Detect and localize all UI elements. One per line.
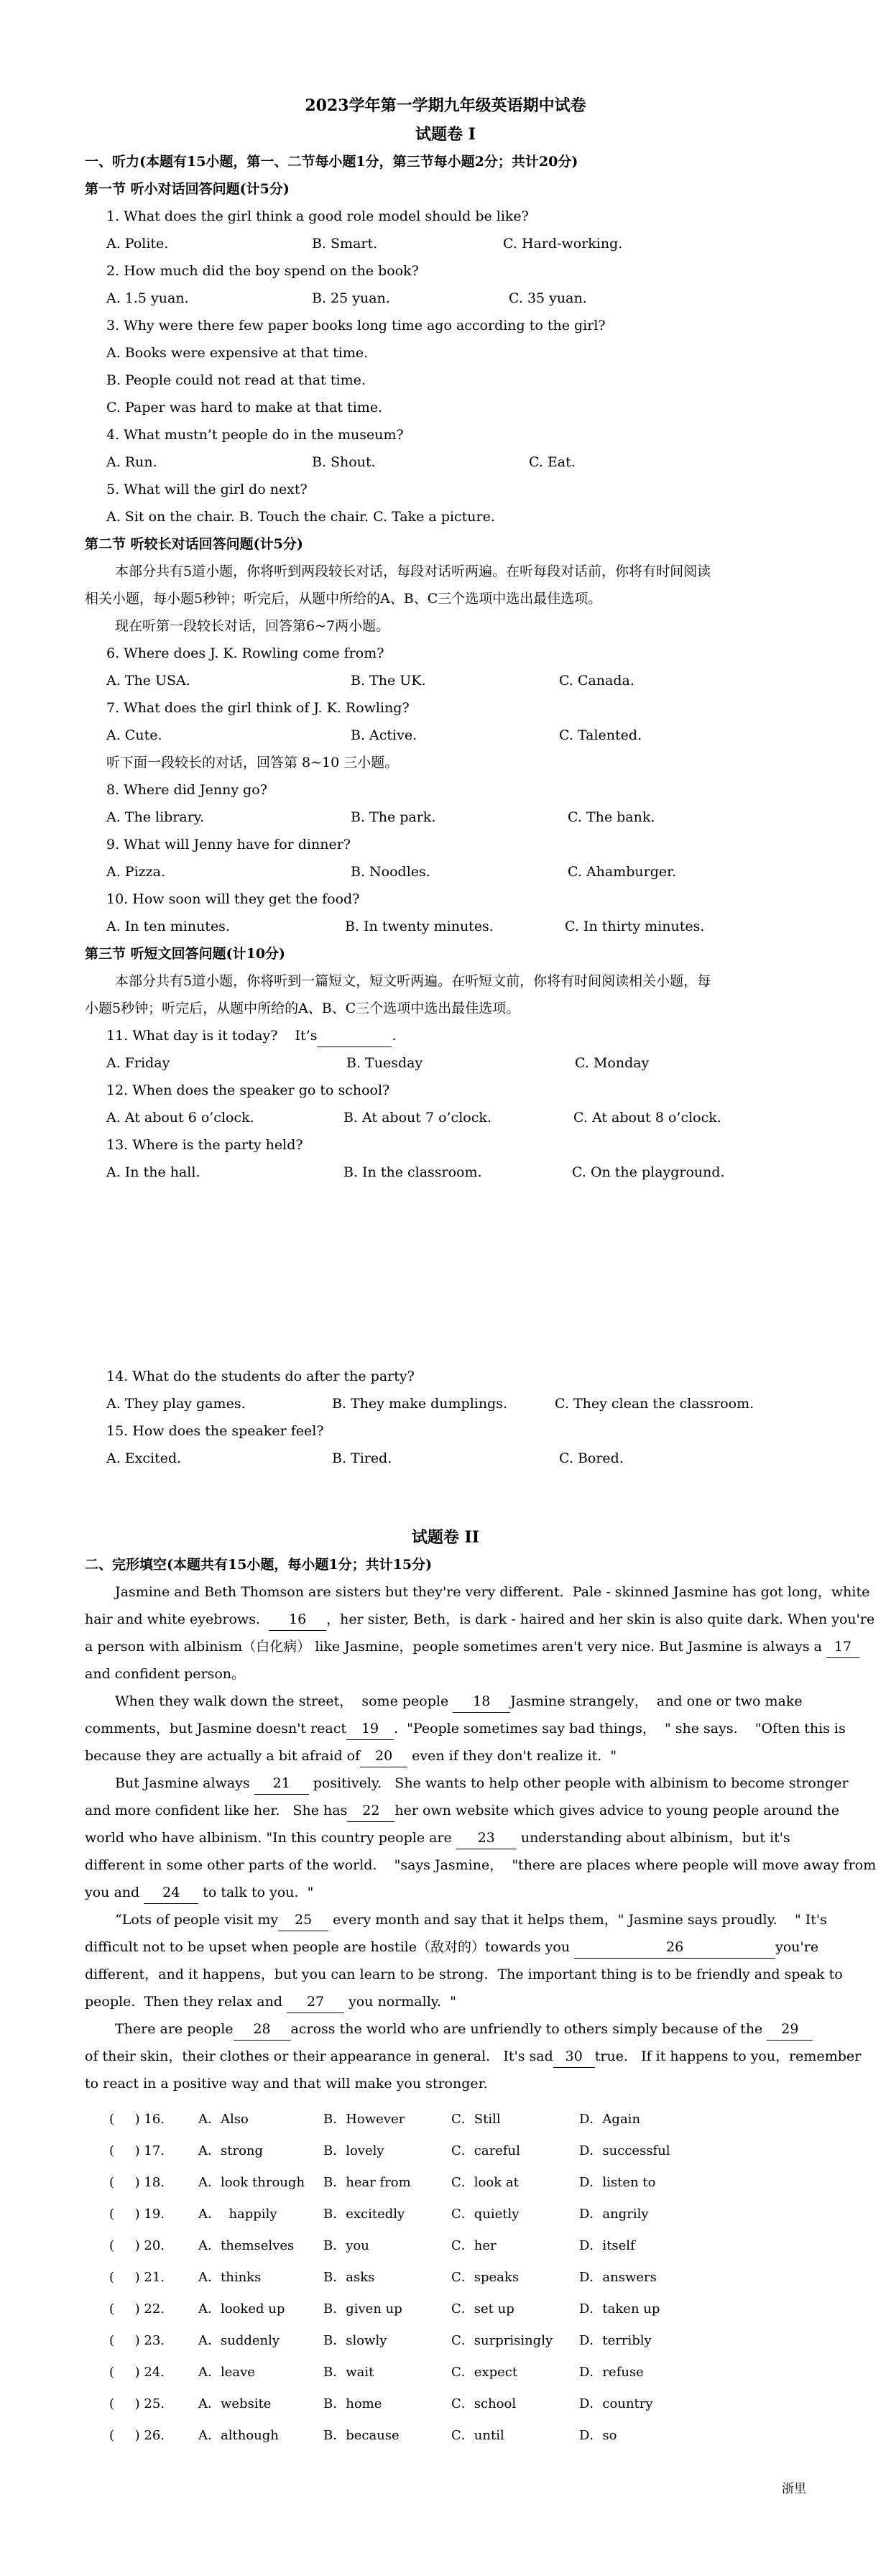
option-b: B. They make dumplings.	[332, 1396, 508, 1412]
option-a: A. The USA.	[106, 673, 190, 689]
option-b: B．However	[323, 2112, 405, 2127]
question-text: 11. What day is it today? It’s .	[106, 1025, 397, 1047]
option-c: C．set up	[451, 2301, 514, 2317]
option-a: A．although	[198, 2428, 279, 2443]
cloze-line: But Jasmine always 21 positively. She wants to help other people with albinism to become stronger	[115, 1772, 849, 1795]
option-b: B. Smart.	[312, 236, 378, 252]
option-number: ( ) 26.	[109, 2428, 165, 2443]
option-b: B. Shout.	[312, 454, 376, 470]
question-text: 1. What does the girl think a good role model should be like?	[106, 208, 529, 224]
question-text: 4. What mustn’t people do in the museum?	[106, 427, 404, 443]
option-row	[0, 2393, 891, 2415]
section1-heading: 第一节 听小对话回答问题(计5分)	[85, 181, 290, 197]
cloze-line: difficult not to be upset when people are hostile（敌对的）towards you 26 you're	[85, 1936, 818, 1959]
section2-intro: 听下面一段较长的对话，回答第 8~10 三小题。	[106, 755, 399, 770]
cloze-line: There are people 28 across the world who are unfriendly to others simply because of the 29	[115, 2018, 813, 2041]
option-a: A. Friday	[106, 1055, 170, 1071]
option-c: C. At about 8 o’clock.	[573, 1110, 721, 1126]
question-text: 2. How much did the boy spend on the book?	[106, 263, 419, 279]
cloze-line: different，and it happens，but you can learn to be strong．The important thing is to be friendly and speak to	[85, 1966, 843, 1982]
option-d: D．listen to	[579, 2175, 656, 2190]
option-number: ( ) 23.	[109, 2333, 165, 2348]
option-c: C. Paper was hard to make at that time.	[106, 400, 383, 415]
option-a: A．suddenly	[198, 2333, 280, 2348]
part1-heading: 一、听力(本题有15小题，第一、二节每小题1分，第三节每小题2分；共计20分)	[85, 154, 578, 170]
option-d: D．angrily	[579, 2207, 649, 2222]
option-c: C．until	[451, 2428, 504, 2443]
option-b: B．asks	[323, 2270, 375, 2285]
option-row	[0, 2235, 891, 2257]
option-number: ( ) 21.	[109, 2270, 165, 2285]
cloze-line: “Lots of people visit my 25 every month and say that it helps them，" Jasmine says proudly. " It's	[115, 1909, 827, 1931]
option-c: C. Ahamburger.	[568, 864, 677, 880]
option-b: B．given up	[323, 2301, 402, 2317]
exam-title: 2023学年第一学期九年级英语期中试卷	[305, 96, 586, 115]
blank-19: 19	[346, 1718, 394, 1740]
option-b: B. In the classroom.	[343, 1164, 482, 1180]
blank-30: 30	[553, 2046, 595, 2068]
option-row	[0, 2267, 891, 2288]
option-number: ( ) 16.	[109, 2112, 165, 2127]
cloze-line: and more confident like her. She has 22 her own website which gives advice to young people around the	[85, 1800, 839, 1822]
option-d: D．taken up	[579, 2301, 660, 2317]
option-b: B．home	[323, 2396, 382, 2411]
cloze-line: a person with albinism（白化病） like Jasmine，people sometimes aren't very nice. But Jasmine is always a 17	[85, 1636, 859, 1658]
option-a: A． happily	[198, 2207, 277, 2222]
cloze-line: to react in a positive way and that will make you stronger.	[85, 2076, 488, 2092]
option-a: A. Excited.	[106, 1450, 182, 1466]
option-c: C．school	[451, 2396, 517, 2411]
option-b: B. Noodles.	[351, 864, 430, 880]
option-b: B. The UK.	[351, 673, 426, 689]
option-c: C. Eat.	[529, 454, 576, 470]
option-number: ( ) 20.	[109, 2238, 165, 2253]
question-text: 6. Where does J. K. Rowling come from?	[106, 645, 384, 661]
option-b: B. People could not read at that time.	[106, 372, 366, 388]
paper2-heading: 试题卷 II	[411, 1528, 480, 1547]
option-c: C. Bored.	[559, 1450, 624, 1466]
section3-intro: 小题5秒钟；听完后，从题中所给的A、B、C三个选项中选出最佳选项。	[85, 1000, 520, 1016]
option-b: B．because	[323, 2428, 400, 2443]
question-text: 15. How does the speaker feel?	[106, 1423, 324, 1439]
option-number: ( ) 22.	[109, 2301, 165, 2317]
option-a: A．website	[198, 2396, 272, 2411]
option-abc: A. Sit on the chair. B. Touch the chair. C. Take a picture.	[106, 509, 495, 525]
option-a: A. 1.5 yuan.	[106, 290, 189, 306]
blank-27: 27	[287, 1991, 344, 2013]
option-row	[0, 2362, 891, 2383]
option-a: A．Also	[198, 2112, 249, 2127]
cloze-line: hair and white eyebrows. 16 ，her sister, Beth，is dark - haired and her skin is also quite dark. When you're	[85, 1609, 874, 1631]
option-d: D．refuse	[579, 2365, 644, 2380]
cloze-line: people. Then they relax and 27 you normally. "	[85, 1991, 456, 2013]
option-d: D．itself	[579, 2238, 635, 2253]
section2-intro: 相关小题，每小题5秒钟；听完后，从题中所给的A、B、C三个选项中选出最佳选项。	[85, 591, 602, 607]
option-d: D．country	[579, 2396, 653, 2411]
option-number: ( ) 25.	[109, 2396, 165, 2411]
option-c: C. Talented.	[559, 727, 642, 743]
option-a: A．thinks	[198, 2270, 262, 2285]
blank-16: 16	[269, 1609, 326, 1631]
option-b: B. Tired.	[332, 1450, 392, 1466]
question-text: 13. Where is the party held?	[106, 1137, 303, 1153]
cloze-line: different in some other parts of the world. "says Jasmine， "there are places where people will move away from	[85, 1857, 877, 1873]
option-b: B．excitedly	[323, 2207, 405, 2222]
option-b: B. The park.	[351, 809, 436, 825]
blank-20: 20	[360, 1745, 407, 1767]
question-text: 5. What will the girl do next?	[106, 482, 308, 497]
option-a: A. Polite.	[106, 236, 169, 252]
option-row	[0, 2140, 891, 2162]
question-text: 3. Why were there few paper books long time ago according to the girl?	[106, 318, 606, 334]
option-row	[0, 2109, 891, 2130]
option-c: C. On the playground.	[572, 1164, 725, 1180]
option-c: C．expect	[451, 2365, 518, 2380]
option-row	[0, 2204, 891, 2225]
section2-intro: 现在听第一段较长对话，回答第6~7两小题。	[115, 618, 390, 634]
question-text: 10. How soon will they get the food?	[106, 891, 360, 907]
option-c: C. Monday	[575, 1055, 650, 1071]
option-c: C．quietly	[451, 2207, 520, 2222]
option-a: A．leave	[198, 2365, 255, 2380]
blank-26: 26	[574, 1936, 775, 1959]
option-row	[0, 2425, 891, 2447]
part2-heading: 二、完形填空(本题共有15小题，每小题1分；共计15分)	[85, 1557, 433, 1573]
option-b: B. In twenty minutes.	[345, 919, 494, 934]
option-c: C．careful	[451, 2143, 520, 2158]
option-a: A. Run.	[106, 454, 157, 470]
option-a: A. In the hall.	[106, 1164, 200, 1180]
option-b: B. Active.	[351, 727, 417, 743]
question-text: 12. When does the speaker go to school?	[106, 1082, 390, 1098]
option-c: C. 35 yuan.	[509, 290, 587, 306]
cloze-line: of their skin，their clothes or their appearance in general. It's sad 30 true. If it happens to you，remember	[85, 2046, 861, 2068]
option-a: A. At about 6 o’clock.	[106, 1110, 254, 1126]
option-number: ( ) 24.	[109, 2365, 165, 2380]
option-b: B．slowly	[323, 2333, 387, 2348]
question-text: 8. Where did Jenny go?	[106, 782, 267, 798]
cloze-line: Jasmine and Beth Thomson are sisters but they're very different. Pale - skinned Jasmine has got long，white	[115, 1584, 870, 1600]
option-row	[0, 2299, 891, 2320]
option-c: C．her	[451, 2238, 497, 2253]
option-c: C．speaks	[451, 2270, 520, 2285]
option-a: A. They play games.	[106, 1396, 246, 1412]
option-row	[0, 2172, 891, 2194]
option-d: D．Again	[579, 2112, 641, 2127]
blank-28: 28	[234, 2018, 291, 2041]
option-b: B. Tuesday	[346, 1055, 423, 1071]
cloze-line: and confident person。	[85, 1666, 245, 1682]
blank-17: 17	[826, 1636, 859, 1658]
blank-25: 25	[278, 1909, 328, 1931]
option-c: C. In thirty minutes.	[565, 919, 705, 934]
option-c: C. Canada.	[559, 673, 634, 689]
option-b: B. 25 yuan.	[312, 290, 390, 306]
section3-heading: 第三节 听短文回答问题(计10分)	[85, 946, 286, 962]
blank-18: 18	[453, 1690, 510, 1713]
section2-intro: 本部分共有5道小题，你将听到两段较长对话，每段对话听两遍。在听每段对话前，你将有时间阅读	[115, 564, 711, 579]
option-a: A. Books were expensive at that time.	[106, 345, 369, 361]
option-row	[0, 2330, 891, 2352]
option-a: A. Pizza.	[106, 864, 166, 880]
blank-22: 22	[347, 1800, 394, 1822]
blank-21: 21	[254, 1772, 309, 1795]
option-d: D．terribly	[579, 2333, 652, 2348]
option-a: A．themselves	[198, 2238, 295, 2253]
option-number: ( ) 18.	[109, 2175, 165, 2190]
question-text: 7. What does the girl think of J. K. Rowling?	[106, 700, 410, 716]
paper1-heading: 试题卷 I	[415, 125, 476, 144]
option-d: D．successful	[579, 2143, 670, 2158]
question-text: 14. What do the students do after the party?	[106, 1368, 415, 1384]
option-a: A．look through	[198, 2175, 305, 2190]
option-a: A．looked up	[198, 2301, 285, 2317]
cloze-line: world who have albinism. "In this country people are 23 understanding about albinism，but it's	[85, 1827, 790, 1849]
blank-29: 29	[767, 2018, 813, 2041]
cloze-line: comments，but Jasmine doesn't react 19 . "People sometimes say bad things， " she says. "Often this is	[85, 1718, 846, 1740]
section2-heading: 第二节 听较长对话回答问题(计5分)	[85, 536, 303, 552]
cloze-line: you and 24 to talk to you. "	[85, 1882, 313, 1904]
option-number: ( ) 19.	[109, 2207, 165, 2222]
option-d: D．answers	[579, 2270, 657, 2285]
option-b: B．you	[323, 2238, 369, 2253]
footer-corner-text: 浙里	[782, 2482, 806, 2496]
cloze-line: When they walk down the street， some people 18 Jasmine strangely， and one or two make	[115, 1690, 803, 1713]
blank-24: 24	[144, 1882, 198, 1904]
option-b: B．hear from	[323, 2175, 411, 2190]
option-c: C．look at	[451, 2175, 519, 2190]
option-number: ( ) 17.	[109, 2143, 165, 2158]
option-c: C．Still	[451, 2112, 501, 2127]
question-text: 9. What will Jenny have for dinner?	[106, 837, 351, 852]
option-c: C．surprisingly	[451, 2333, 553, 2348]
option-c: C. Hard-working.	[503, 236, 623, 252]
option-b: B．lovely	[323, 2143, 384, 2158]
cloze-line: because they are actually a bit afraid of 20 even if they don't realize it. "	[85, 1745, 617, 1767]
option-a: A. In ten minutes.	[106, 919, 230, 934]
option-b: B．wait	[323, 2365, 374, 2380]
blank-23: 23	[456, 1827, 517, 1849]
option-c: C. The bank.	[568, 809, 655, 825]
option-a: A. Cute.	[106, 727, 162, 743]
section3-intro: 本部分共有5道小题，你将听到一篇短文，短文听两遍。在听短文前，你将有时间阅读相关小题，每	[115, 973, 711, 989]
option-a: A. The library.	[106, 809, 205, 825]
option-b: B. At about 7 o’clock.	[343, 1110, 491, 1126]
option-c: C. They clean the classroom.	[555, 1396, 754, 1412]
option-d: D．so	[579, 2428, 617, 2443]
option-a: A．strong	[198, 2143, 264, 2158]
